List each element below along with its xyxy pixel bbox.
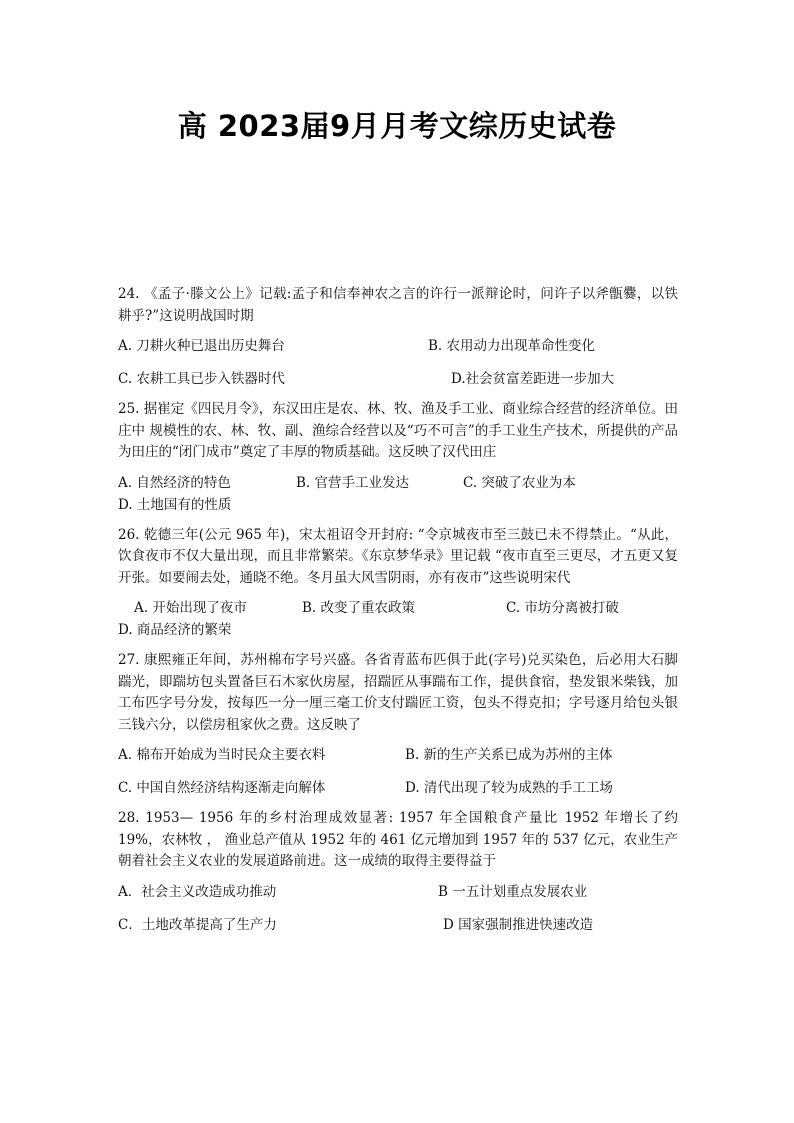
question-stem: 27. 康熙雍正年间，苏州棉布字号兴盛。各省青蓝布匹俱于此(字号)兑买染色，后必用大石脚踹光，即踹坊包头置备巨石木家伙房屋，招踹匠从事踹布工作，提供食宿，垫发银米柴钱，加 工布匹字号分发，按每匹一分一厘三毫工价支付踹匠工资，包头不得克扣；字号逐月给包头银三钱六分，以偿房租家伙之费。这反映了 (118, 652, 678, 733)
option-c: C．土地改革提高了生产力 (118, 916, 277, 933)
option-d: D 国家强制推进快速改造 (443, 916, 594, 933)
option-row (118, 472, 678, 494)
question-26 (118, 525, 678, 642)
option-c: C. 突破了农业为本 (463, 474, 576, 491)
option-a: A. 刀耕火种已退出历史舞台 (118, 338, 285, 354)
question-stem: 26. 乾德三年(公元 965 年)，宋太祖诏令开封府: “令京城夜市至三鼓已未不得禁止。“从此，饮食夜市不仅大量出现，而且非常繁荣。《东京梦华录》里记载 “夜市直至三更尽，才五更又复开张。如要闹去处，通晓不绝。冬月虽大风雪阴雨，亦有夜市”这些说明宋代 (118, 526, 678, 586)
option-a: A．社会主义改造成功推动 (118, 883, 277, 900)
option-b: B. 官营手工业发达 (296, 474, 410, 491)
option-c: C. 中国自然经济结构逐渐走向解体 (118, 780, 326, 796)
question-stem: 25. 据崔定《四民月令》，东汉田庄是农、林、牧、渔及手工业、商业综合经营的经济单位。田庄中 规模性的农、林、牧、副、渔综合经营以及“巧不可言”的手工业生产技术，所提供的产品为田庄的“闭门成市”奠定了丰厚的物质基础。这反映了汉代田庄 (118, 401, 678, 460)
question-25 (118, 399, 678, 516)
option-row (118, 914, 678, 936)
option-d: D. 土地国有的性质 (118, 496, 232, 513)
option-a: A. 开始出现了夜市 (134, 600, 247, 616)
option-b: B. 农用动力出现革命性变化 (428, 338, 596, 354)
option-row (118, 881, 678, 903)
option-row (118, 597, 678, 619)
options (118, 472, 678, 516)
option-c: C. 农耕工具已步入铁器时代 (118, 371, 285, 387)
question-28 (118, 808, 678, 936)
option-b: B. 新的生产关系已成为苏州的主体 (405, 747, 613, 763)
question-27 (118, 650, 678, 799)
options (118, 597, 678, 641)
option-b: B. 改变了重农政策 (302, 600, 416, 616)
option-a: A. 棉布开始成为当时民众主要衣料 (118, 747, 326, 763)
option-d: D. 清代出现了较为成熟的手工工场 (405, 780, 613, 796)
option-d: D. 商品经济的繁荣 (118, 622, 232, 638)
option-d: D.社会贫富差距进一步加大 (451, 371, 615, 387)
question-stem: 28. 1953— 1956 年的乡村治理成效显著: 1957 年全国粮食产量比 1952 年增长了约 19%，农林牧 ， 渔业总产值从 1952 年的 461 亿元增加到 1957 年的 537 亿元，农业生产朝着社会主义农业的发展道路前进。这一成绩的取得主要得益于 (118, 810, 678, 869)
question-list (118, 284, 678, 945)
question-stem: 24. 《孟子·滕文公上》记载:孟子和信奉神农之言的许行一派辩论时，问许子以斧甑爨，以铁耕乎?”这说明战国时期 (118, 286, 678, 324)
options (118, 335, 678, 390)
options (118, 881, 678, 936)
option-row (118, 777, 678, 799)
option-row (118, 335, 678, 357)
option-row (118, 368, 678, 390)
option-a: A. 自然经济的特色 (118, 474, 231, 491)
option-c: C. 市坊分离被打破 (506, 600, 619, 616)
question-24 (118, 284, 678, 390)
option-b: B 一五计划重点发展农业 (438, 883, 588, 900)
page-title: 高 2023届9月月考文综历史试卷 (177, 109, 617, 143)
option-row (118, 744, 678, 766)
options (118, 744, 678, 799)
